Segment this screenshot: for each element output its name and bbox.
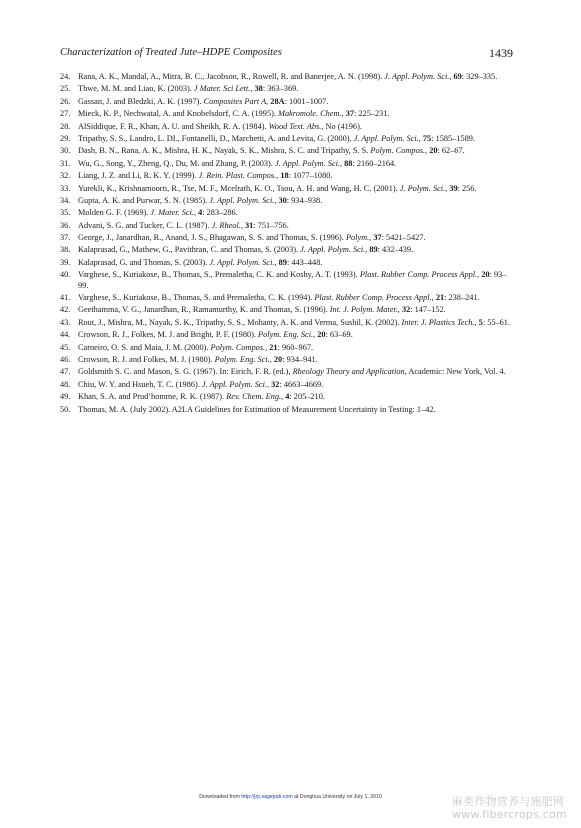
reference-text: : 2160–2164. bbox=[352, 158, 397, 168]
reference-text: : 1077–1080. bbox=[288, 171, 333, 181]
reference-item bbox=[60, 233, 513, 243]
reference-text: , bbox=[340, 158, 345, 168]
reference-source: Composites Part A bbox=[203, 96, 267, 106]
reference-source: J. Appl. Polym. Sci. bbox=[384, 72, 450, 81]
reference-text: , bbox=[269, 354, 274, 364]
reference-volume: 31 bbox=[245, 220, 254, 230]
reference-number: 38. bbox=[60, 245, 71, 255]
reference-number: 33. bbox=[60, 183, 71, 193]
reference-volume: 69 bbox=[453, 72, 462, 81]
reference-text: : 751–756. bbox=[253, 220, 289, 230]
reference-text: : 283–286. bbox=[202, 208, 238, 218]
reference-text: , No (4196). bbox=[321, 121, 362, 131]
reference-item bbox=[60, 270, 513, 291]
reference-list bbox=[60, 72, 513, 417]
reference-text: , bbox=[445, 183, 450, 193]
reference-source: Polym. Compos. bbox=[370, 146, 426, 156]
reference-item bbox=[60, 109, 513, 119]
reference-text: Dash, B. N., Rana, A. K., Mishra, H. K., Nayak, S. K., Mishra, S. C. and Tripathy, S. S. bbox=[78, 146, 371, 156]
reference-volume: 18 bbox=[280, 171, 289, 181]
reference-number: 31. bbox=[60, 158, 71, 168]
reference-text: , bbox=[266, 96, 271, 106]
reference-item bbox=[60, 343, 513, 353]
reference-source: J. Rheol. bbox=[211, 220, 241, 230]
reference-volume: 21 bbox=[435, 292, 445, 302]
reference-item bbox=[60, 245, 513, 255]
reference-text: Wu, G., Song, Y., Zheng, Q., Du, M. and Zhang, P. (2003). bbox=[78, 158, 275, 168]
reference-text: , bbox=[193, 208, 199, 218]
reference-text: Varghese, S., Kuriakose, B., Thomas, S. and Premaletha, C. K. (1994). bbox=[78, 292, 315, 302]
running-header bbox=[60, 47, 513, 61]
reference-text: , bbox=[369, 233, 374, 243]
reference-text: Goldsmith S. C. and Mason, S. G. (1967). In: Eirich, F. R. (ed.), bbox=[78, 367, 293, 377]
reference-source: Polym. Compos. bbox=[210, 342, 266, 352]
reference-volume: 39 bbox=[449, 183, 458, 193]
watermark bbox=[452, 795, 567, 821]
reference-text: , bbox=[281, 392, 286, 402]
footer-url-link[interactable]: http://jrp.sagepub.com bbox=[241, 794, 293, 800]
reference-volume: 88 bbox=[344, 158, 353, 168]
reference-text: , bbox=[431, 292, 436, 302]
reference-number: 32. bbox=[60, 171, 71, 181]
reference-text: : 256. bbox=[457, 183, 477, 193]
reference-text: Mieck, K. P., Nechwatal, A. and Knobelsdorf, C. A. (1995). bbox=[78, 109, 279, 119]
reference-text: Gassan, J. and Bledzki, A. K. (1997). bbox=[78, 96, 204, 106]
reference-source: J. Polym. Sci. bbox=[399, 183, 446, 193]
reference-text: : 443–448. bbox=[286, 257, 323, 267]
reference-text: Geethamma, V. G., Janardhan, R., Ramamurthy, K. and Thomas, S. (1996). bbox=[78, 305, 330, 315]
reference-text: : 329–335. bbox=[461, 72, 498, 81]
reference-text: : 934–938. bbox=[286, 195, 323, 205]
reference-source: J. Mater. Sci. bbox=[150, 208, 194, 218]
reference-text: Khan, S. A. and Prud’homme, R. K. (1987). bbox=[78, 392, 227, 402]
reference-source: Polym. Eng. Sci. bbox=[258, 330, 314, 340]
reference-number: 44. bbox=[60, 330, 71, 340]
reference-number: 39. bbox=[60, 257, 71, 267]
reference-item bbox=[60, 208, 513, 218]
reference-text: , bbox=[449, 72, 454, 81]
reference-volume: 32 bbox=[401, 305, 411, 315]
reference-number: 40. bbox=[60, 270, 71, 280]
reference-text: , bbox=[418, 133, 423, 143]
reference-number: 29. bbox=[60, 133, 71, 143]
reference-item bbox=[60, 196, 513, 206]
reference-text: Varghese, S., Kuriakose, B., Thomas, S., Premaletha, C. K. and Koshy, A. T. (1993). bbox=[78, 270, 360, 280]
reference-text: Rout, J., Mishra, M., Nayak, S. K., Tripathy, S. S., Mohanty, A. K. and Verma, Sushil, K. (2002). bbox=[78, 317, 402, 327]
footer-suffix: at Donghua University on July 1, 2010 bbox=[292, 794, 382, 800]
reference-text: , bbox=[425, 146, 430, 156]
reference-item bbox=[60, 318, 513, 328]
reference-text: Tripathy, S. S., Landro, L. DI., Fontanelli, D., Marchetti, A. and Levita, G. (2000). bbox=[78, 133, 354, 143]
reference-text: : 432–439. bbox=[377, 245, 414, 255]
reference-item bbox=[60, 134, 513, 144]
reference-text: , bbox=[477, 270, 482, 280]
reference-text: , bbox=[474, 317, 479, 327]
reference-number: 42. bbox=[60, 305, 71, 315]
reference-text: Crowson, R. J. and Folkes, M. J. (1980). bbox=[78, 354, 215, 364]
reference-number: 37. bbox=[60, 233, 71, 243]
reference-text: , bbox=[266, 379, 272, 389]
reference-volume: 20 bbox=[429, 146, 438, 156]
reference-number: 30. bbox=[60, 146, 71, 156]
page-number: 1439 bbox=[489, 46, 513, 60]
reference-item bbox=[60, 72, 513, 82]
running-title: Characterization of Treated Jute–HDPE Composites bbox=[60, 47, 282, 58]
reference-text: Kalaprasad, G. and Thomas, S. (2003). bbox=[78, 257, 210, 267]
reference-item bbox=[60, 258, 513, 268]
reference-volume: 20 bbox=[317, 330, 326, 340]
reference-text: , bbox=[265, 342, 270, 352]
reference-source: Rev. Chem. Eng. bbox=[226, 392, 282, 402]
reference-source: J. Appl. Polym. Sci. bbox=[209, 257, 275, 267]
reference-text: Molden G. F. (1969). bbox=[78, 208, 151, 218]
reference-number: 45. bbox=[60, 342, 71, 352]
reference-item bbox=[60, 330, 513, 340]
reference-number: 41. bbox=[60, 292, 71, 302]
reference-number: 46. bbox=[60, 354, 71, 364]
reference-source: J. Rein. Plast. Compos. bbox=[198, 171, 277, 181]
reference-text: : 225–231. bbox=[354, 109, 390, 119]
reference-item bbox=[60, 97, 513, 107]
reference-text: : 934–941. bbox=[282, 354, 318, 364]
reference-item bbox=[60, 171, 513, 181]
reference-text: Carneiro, O. S. and Maia, J. M. (2000). bbox=[78, 342, 211, 352]
reference-source: Polym. Eng. Sci. bbox=[214, 354, 270, 364]
reference-source: J. Appl. Polym. Sci. bbox=[201, 379, 267, 389]
reference-source: Rheology Theory and Application bbox=[292, 367, 405, 377]
reference-number: 35. bbox=[60, 208, 71, 218]
reference-text: Liang, J. Z. and Li, R. K. Y. (1999). bbox=[78, 171, 199, 181]
reference-text: : 238–241. bbox=[444, 292, 480, 302]
reference-volume: 89 bbox=[278, 257, 287, 267]
reference-text: : 363–369. bbox=[262, 84, 299, 94]
reference-text: Thwe, M. M. and Liao, K. (2003). bbox=[78, 84, 194, 94]
reference-source: J. Appl. Polym. Sci. bbox=[353, 133, 419, 143]
reference-item bbox=[60, 122, 513, 132]
reference-text: Kalaprasad, G., Mathew, G., Pavithran, C. and Thomas, S. (2003). bbox=[78, 245, 301, 255]
reference-text: Chiu, W. Y. and Hsueh, T. C. (1986). bbox=[78, 379, 202, 389]
reference-item bbox=[60, 84, 513, 94]
reference-text: , Academic: New York, Vol. 4. bbox=[404, 367, 506, 377]
footer-prefix: Downloaded from bbox=[199, 794, 242, 800]
reference-source: J. Appl. Polym. Sci. bbox=[209, 195, 275, 205]
reference-text: , bbox=[274, 195, 279, 205]
reference-volume: 20 bbox=[273, 354, 283, 364]
reference-text: : 55–61. bbox=[482, 317, 511, 327]
reference-text: AlSiddique, F. R., Khan, A. U. and Sheikh, R. A. (1984). bbox=[78, 121, 269, 131]
reference-volume: 4 bbox=[198, 208, 203, 218]
reference-number: 48. bbox=[60, 379, 71, 389]
reference-source: Int. J. Polym. Mater. bbox=[329, 305, 398, 315]
reference-volume: 75 bbox=[422, 133, 432, 143]
reference-source: J Mater. Sci Lett. bbox=[193, 84, 251, 94]
reference-text: Crowson, R. J., Folkes, M. J. and Bright, P. F. (1980). bbox=[78, 330, 259, 340]
reference-source: J. Appl. Polym. Sci. bbox=[300, 245, 366, 255]
reference-volume: 4 bbox=[285, 392, 290, 402]
reference-item bbox=[60, 367, 513, 377]
reference-number: 43. bbox=[60, 317, 71, 327]
reference-item bbox=[60, 355, 513, 365]
reference-volume: 89 bbox=[369, 245, 378, 255]
reference-volume: 37 bbox=[373, 233, 382, 243]
reference-number: 47. bbox=[60, 367, 71, 377]
reference-text: : 93–99. bbox=[78, 270, 507, 290]
reference-volume: 37 bbox=[345, 109, 355, 119]
reference-number: 34. bbox=[60, 195, 71, 205]
reference-text: : 205–210. bbox=[289, 392, 325, 402]
reference-text: : 62–67. bbox=[437, 146, 465, 156]
reference-text: Thomas, M. A. (July 2002). A2LA Guidelines for Estimation of Measurement Uncertainty in Testing: 1–42. bbox=[78, 404, 436, 414]
reference-volume: 32 bbox=[271, 379, 280, 389]
reference-volume: 30 bbox=[278, 195, 287, 205]
reference-text: , bbox=[240, 220, 245, 230]
reference-item bbox=[60, 221, 513, 231]
watermark-line-2: www.fibercrops.com bbox=[452, 808, 567, 821]
reference-source: Polym. bbox=[345, 233, 370, 243]
reference-item bbox=[60, 305, 513, 315]
reference-text: : 1001–1007. bbox=[284, 96, 329, 106]
reference-item bbox=[60, 146, 513, 156]
reference-number: 49. bbox=[60, 392, 71, 402]
reference-text: Gupta, A. K. and Purwar, S. N. (1985). bbox=[78, 195, 210, 205]
reference-source: Plast. Rubber Comp. Process Appl. bbox=[359, 270, 478, 280]
reference-text: : 63–69. bbox=[325, 330, 353, 340]
reference-volume: 21 bbox=[269, 342, 278, 352]
reference-text: Yurekli, K., Krishnamoorti, R., Tse, M. F., Mcelrath, K. O., Tsou, A. H. and Wang, H. C. (2001). bbox=[78, 183, 400, 193]
reference-text: Advani, S. G. and Tucker, C. L. (1987). bbox=[78, 220, 212, 230]
reference-text: , bbox=[276, 171, 281, 181]
reference-item bbox=[60, 293, 513, 303]
reference-text: : 960–967. bbox=[277, 342, 314, 352]
reference-item bbox=[60, 405, 513, 415]
reference-text: , bbox=[274, 257, 279, 267]
reference-number: 25. bbox=[60, 84, 71, 94]
reference-source: Wood Text. Abs. bbox=[268, 121, 322, 131]
reference-source: J. Appl. Polym. Sci. bbox=[274, 158, 340, 168]
reference-volume: 5 bbox=[478, 317, 483, 327]
reference-text: , bbox=[365, 245, 370, 255]
reference-number: 28. bbox=[60, 121, 71, 131]
reference-number: 27. bbox=[60, 109, 71, 119]
reference-source: Plast. Rubber Comp. Process Appl. bbox=[314, 292, 432, 302]
reference-text: : 4663–4669. bbox=[279, 379, 324, 389]
reference-volume: 28A bbox=[270, 96, 285, 106]
reference-item bbox=[60, 392, 513, 402]
reference-item bbox=[60, 380, 513, 390]
reference-source: Makromole. Chem. bbox=[278, 109, 342, 119]
reference-source: Inter. J. Plastics Tech. bbox=[401, 317, 475, 327]
watermark-line-1: 麻类作物营养与施肥网 bbox=[452, 795, 564, 808]
reference-text: , bbox=[313, 330, 318, 340]
reference-number: 50. bbox=[60, 404, 71, 414]
reference-volume: 38 bbox=[254, 84, 263, 94]
reference-number: 24. bbox=[60, 72, 71, 81]
reference-text: : 147–152. bbox=[410, 305, 446, 315]
reference-text: : 1585–1589. bbox=[431, 133, 475, 143]
reference-text: : 5421–5427. bbox=[381, 233, 426, 243]
reference-text: , bbox=[397, 305, 402, 315]
reference-text: , bbox=[250, 84, 255, 94]
reference-text: , bbox=[341, 109, 346, 119]
reference-text: George, J., Janardhan, R., Anand, J. S., Bhagawan, S. S. and Thomas, S. (1996). bbox=[78, 233, 346, 243]
reference-item bbox=[60, 184, 513, 194]
reference-number: 26. bbox=[60, 96, 71, 106]
reference-item bbox=[60, 159, 513, 169]
reference-text: Rana, A. K., Mandal, A., Mitra, B. C., Jacobson, R., Rowell, R. and Banerjee, A. N. (1998). bbox=[78, 72, 385, 81]
reference-number: 36. bbox=[60, 220, 71, 230]
reference-volume: 20 bbox=[481, 270, 490, 280]
